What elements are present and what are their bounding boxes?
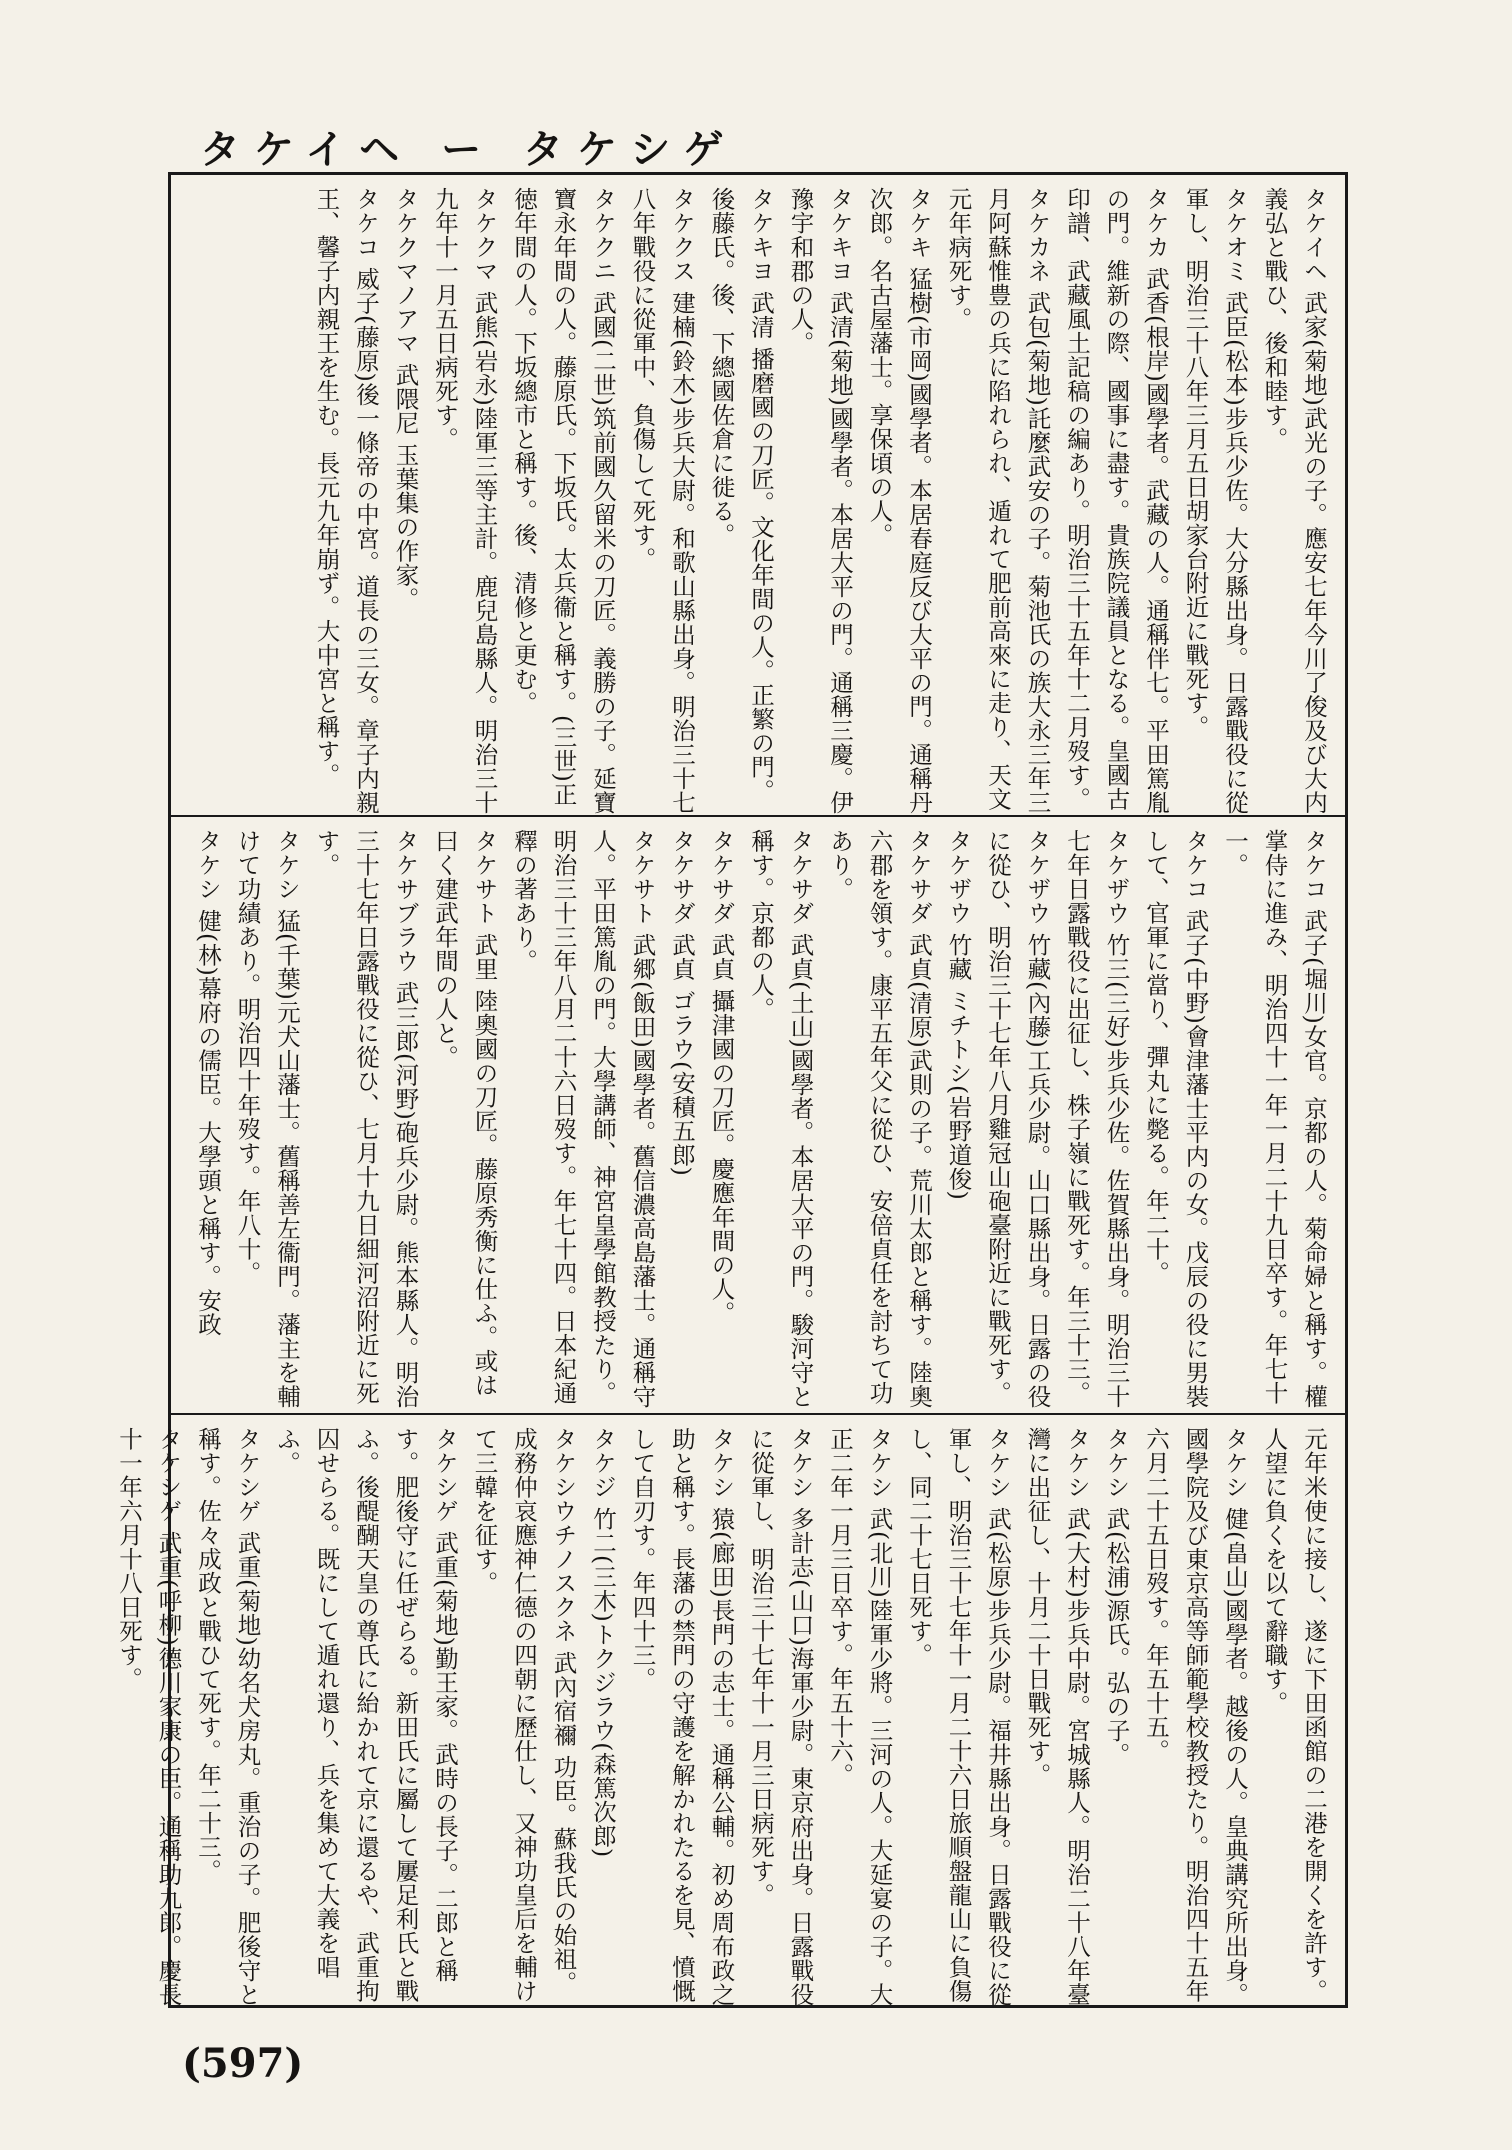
entry-column: タケクマ 武熊(岩永)陸軍三等主計。鹿兒島縣人。明治三十九年十一月五日病死す。: [431, 187, 499, 815]
dictionary-page-frame: [115, 172, 1348, 2008]
entry-column: タケサダ 武貞 ゴラウ(安積五郎): [668, 829, 696, 1177]
entry-column: タケクマノアマ 武隈尼 玉葉集の作家。: [391, 187, 420, 611]
entry-column: タケシ 健(畠山)國學者。越後の人。皇典講究所出身。國學院及び東京高等師範學校教授たり。明治四十五年六月二十五日歿す。年五十五。: [1142, 1427, 1249, 2007]
tier-bottom: [115, 1415, 1345, 2011]
entry-column: タケシゲ 武重(菊地)勤王家。武時の長子。二郎と稱す。肥後守に任ぜらる。新田氏に屬して屢足利氏と戰ふ。後醍醐天皇の尊氏に紿かれて京に還るや、武重拘囚せらる。既にして遁れ還り、兵を集めて大義を唱ふ。: [273, 1427, 459, 2003]
tier-middle: [171, 817, 1345, 1413]
entry-column: タケシ 武(松原)步兵少尉。福井縣出身。日露戰役に從軍し、明治三十七年十一月二十六日旅順盤龍山に負傷し、同二十七日死す。: [905, 1427, 1012, 2007]
entry-column: タケザウ 竹三(三好)步兵少佐。佐賀縣出身。明治三十七年日露戰役に出征し、株子嶺に戰死す。年三十三。: [1063, 829, 1131, 1409]
entry-column: タケザウ 竹藏 ミチトシ(岩野道俊): [944, 829, 973, 1201]
entry-column: タケキヨ 武清 播磨國の刀匠。文化年間の人。正繁の門。後藤氏。後、下總國佐倉に徙る。: [707, 187, 775, 803]
entry-column: タケクス 建楠(鈴木)步兵大尉。和歌山縣出身。明治三十七八年戰役に從軍中、負傷して死す。: [628, 187, 696, 815]
entry-column: タケシ 武(大村)步兵中尉。宮城縣人。明治二十八年臺灣に出征し、十月二十日戰死す。: [1023, 1427, 1091, 2007]
entry-column: タケジ 竹二(三木)トクジラウ(森篤次郎): [589, 1427, 617, 1858]
entry-column: タケシウチノスクネ 武內宿禰 功臣。蘇我氏の始祖。成務仲哀應神仁德の四朝に歷仕し、又神功皇后を輔けて三韓を征す。: [470, 1427, 578, 2003]
entry-column: 元年米使に接し、遂に下田函館の二港を開くを許す。人望に負くを以て辭職す。: [1260, 1427, 1328, 2003]
entry-column: タケイヘ 武家(菊地)武光の子。應安七年今川了俊及び大内義弘と戰ひ、後和睦す。: [1260, 187, 1328, 815]
entry-column: タケサダ 武貞 攝津國の刀匠。慶應年間の人。: [707, 829, 736, 1325]
entry-column: タケシ 猛(千葉)元犬山藩士。舊稱善左衞門。藩主を輔けて功績あり。明治四十年歿す。年八十。: [233, 829, 301, 1409]
entry-column: タケザウ 竹藏(內藤)工兵少尉。山口縣出身。日露の役に從ひ、明治三十七年八月雞冠山砲臺附近に戰死す。: [984, 829, 1052, 1409]
entry-column: タケオミ 武臣(松本)步兵少佐。大分縣出身。日露戰役に從軍し、明治三十八年三月五日胡家台附近に戰死す。: [1181, 187, 1249, 815]
entry-column: タケキヨ 武清(菊地)國學者。本居大平の門。通稱三慶。伊豫宇和郡の人。: [786, 187, 854, 815]
tier-top: [171, 175, 1345, 815]
entry-column: タケシ 武(松浦)源氏。弘の子。: [1102, 1427, 1131, 1767]
entry-column: タケシ 健(林)幕府の儒臣。大學頭と稱す。安政: [194, 829, 222, 1337]
entry-column: タケシ 武(北川)陸軍少將。三河の人。大延宴の子。大正二年一月三日卒す。年五十六。: [826, 1427, 894, 2007]
entry-column: タケサダ 武貞(土山)國學者。本居大平の門。駿河守と稱す。京都の人。: [747, 829, 815, 1409]
page-number: (597): [182, 2040, 304, 2087]
entry-column: タケシ 猿(廊田)長門の志士。通稱公輔。初め周布政之助と稱す。長藩の禁門の守護を解かれたるを見、憤慨して自刃す。年四十三。: [628, 1427, 736, 2007]
entry-column: タケコ 武子(堀川)女官。京都の人。菊命婦と稱す。權掌侍に進み、明治四十一年一月二十九日卒す。年七十一。: [1221, 829, 1328, 1409]
entry-column: タケサト 武郷(飯田)國學者。舊信濃高島藩士。通稱守人。平田篤胤の門。大學講師、神宮皇學館教授たり。明治三十三年八月二十六日歿す。年七十四。日本紀通釋の著あり。: [510, 829, 657, 1409]
running-head: タケイヘ ー タケシゲ: [200, 127, 738, 173]
entry-column: タケシゲ 武重(呼柳)德川家康の臣。通稱助九郎。慶長十一年六月十八日死す。: [115, 1427, 183, 2007]
entry-column: タケクニ 武國(二世)筑前國久留米の刀匠。義勝の子。延寶寶永年間の人。藤原氏。下坂氏。太兵衞と稱す。(三世)正徳年間の人。下坂總市と稱す。後、清修と更む。: [510, 187, 617, 815]
entry-column: タケカネ 武包(菊地)託麼武安の子。菊池氏の族大永三年三月阿蘇惟豊の兵に陷れられ、遁れて肥前高來に走り、天文元年病死す。: [944, 187, 1052, 815]
entry-column: タケシ 多計志(山口)海軍少尉。東京府出身。日露戰役に從軍し、明治三十七年十一月三日病死す。: [747, 1427, 815, 2007]
entry-column: タケサト 武里 陸奧國の刀匠。藤原秀衡に仕ふ。或は曰く建武年間の人と。: [431, 829, 499, 1397]
entry-column: タケコ 威子(藤原)後一條帝の中宮。道長の三女。章子内親王、馨子内親王を生む。長元九年崩ず。大中宮と稱す。: [312, 187, 380, 815]
entry-column: タケサダ 武貞(清原)武則の子。荒川太郎と稱す。陸奧六郡を領す。康平五年父に從ひ、安倍貞任を討ちて功あり。: [826, 829, 933, 1409]
entry-column: タケカ 武香(根岸)國學者。武藏の人。通稱伴七。平田篤胤の門。維新の際、國事に盡す。貴族院議員となる。皇國古印譜、武藏風土記稿の編あり。明治三十五年十二月歿す。: [1063, 187, 1170, 815]
entry-column: タケサブラウ 武三郎(河野)砲兵少尉。熊本縣人。明治三十七年日露戰役に從ひ、七月十九日細河沼附近に死す。: [312, 829, 420, 1409]
entry-column: タケコ 武子(中野)會津藩士平内の女。戊辰の役に男裝して、官軍に當り、彈丸に斃る。年二十。: [1142, 829, 1210, 1409]
entry-column: タケキ 猛樹(市岡)國學者。本居春庭反び大平の門。通稱丹次郎。名古屋藩士。享保頃の人。: [865, 187, 933, 815]
entry-column: タケシゲ 武重(菊地)幼名犬房丸。重治の子。肥後守と稱す。佐々成政と戰ひて死す。年二十三。: [194, 1427, 262, 2007]
